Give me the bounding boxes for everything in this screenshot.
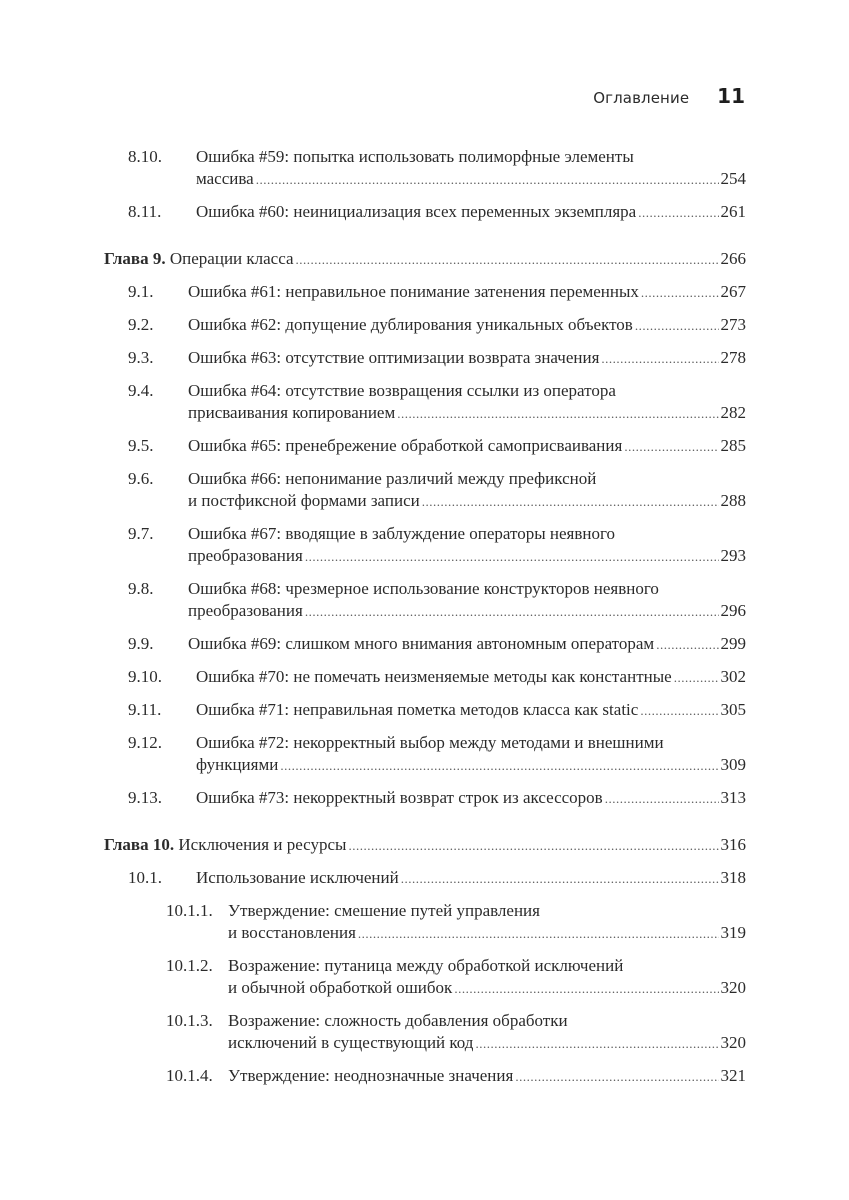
- entry-page: 285: [720, 436, 746, 455]
- dot-leader: [348, 835, 718, 857]
- dot-leader: [305, 546, 719, 568]
- entry-title-line: присваивания копированием: [188, 403, 396, 422]
- entry-number: 9.1.: [128, 282, 154, 301]
- page-number: 11: [717, 84, 745, 108]
- entry-number: 9.9.: [128, 634, 154, 653]
- entry-title-line: Ошибка #68: чрезмерное использование конструкторов неявного: [188, 579, 659, 598]
- entry-page: 282: [720, 403, 746, 422]
- entry-title-line: и обычной обработкой ошибок: [228, 978, 453, 997]
- toc-entry-9-6[interactable]: [104, 468, 746, 513]
- dot-leader: [401, 868, 719, 890]
- entry-number: 10.1.4.: [166, 1066, 213, 1085]
- entry-title-line: Ошибка #61: неправильное понимание затенения переменных: [188, 282, 639, 301]
- entry-page: 273: [720, 315, 746, 334]
- toc-entry-9-11[interactable]: [104, 699, 746, 722]
- entry-page: 305: [720, 700, 746, 719]
- chapter-title: Исключения и ресурсы: [178, 835, 347, 854]
- entry-title-line: Ошибка #73: некорректный возврат строк из аксессоров: [196, 788, 603, 807]
- chapter-label: Глава 9.: [104, 249, 166, 268]
- entry-number: 9.13.: [128, 788, 162, 807]
- entry-title-line: Ошибка #67: вводящие в заблуждение операторы неявного: [188, 524, 616, 543]
- entry-title-line: Ошибка #64: отсутствие возвращения ссылки из оператора: [188, 381, 616, 400]
- entry-title-line: Ошибка #59: попытка использовать полиморфные элементы: [196, 147, 634, 166]
- dot-leader: [641, 282, 719, 304]
- entry-number: 9.4.: [128, 381, 154, 400]
- toc-entry-10-1-4[interactable]: [104, 1065, 746, 1088]
- entry-title-line: Ошибка #63: отсутствие оптимизации возврата значения: [188, 348, 600, 367]
- dot-leader: [256, 169, 719, 191]
- dot-leader: [397, 403, 718, 425]
- toc-entry-10-1[interactable]: [104, 867, 746, 890]
- entry-number: 9.11.: [128, 700, 162, 719]
- entry-number: 10.1.3.: [166, 1011, 213, 1030]
- entry-title-line: исключений в существующий код: [228, 1033, 474, 1052]
- entry-number: 10.1.1.: [166, 901, 213, 920]
- entry-page: 320: [720, 978, 746, 997]
- toc-entry-10-1-3[interactable]: [104, 1010, 746, 1055]
- toc-entry-9-7[interactable]: [104, 523, 746, 568]
- entry-title-line: Ошибка #69: слишком много внимания автономным операторам: [188, 634, 655, 653]
- toc-entry-9-4[interactable]: [104, 380, 746, 425]
- entry-page: 296: [720, 601, 746, 620]
- toc-entry-9-10[interactable]: [104, 666, 746, 689]
- toc-chapter-10[interactable]: [104, 834, 746, 857]
- entry-number: 8.11.: [128, 202, 162, 221]
- dot-leader: [638, 202, 718, 224]
- entry-number: 10.1.2.: [166, 956, 213, 975]
- entry-title-line: Ошибка #71: неправильная пометка методов класса как static: [196, 700, 639, 719]
- entry-number: 9.6.: [128, 469, 154, 488]
- entry-page: 302: [720, 667, 746, 686]
- chapter-title: Операции класса: [169, 249, 294, 268]
- toc-entry-10-1-1[interactable]: [104, 900, 746, 945]
- toc-chapter-9[interactable]: [104, 248, 746, 271]
- entry-number: 9.2.: [128, 315, 154, 334]
- header-title: Оглавление: [593, 89, 690, 107]
- toc-entry-8-11[interactable]: [104, 201, 746, 224]
- toc-entry-9-5[interactable]: [104, 435, 746, 458]
- entry-page: 288: [720, 491, 746, 510]
- dot-leader: [454, 978, 718, 1000]
- entry-title-line: Ошибка #60: неинициализация всех переменных экземпляра: [196, 202, 637, 221]
- dot-leader: [515, 1066, 718, 1088]
- entry-page: 267: [720, 282, 746, 301]
- dot-leader: [358, 923, 719, 945]
- entry-page: 321: [720, 1066, 746, 1085]
- entry-title-line: преобразования: [188, 601, 303, 620]
- entry-page: 316: [720, 835, 746, 854]
- entry-number: 9.7.: [128, 524, 154, 543]
- entry-page: 299: [720, 634, 746, 653]
- dot-leader: [674, 667, 719, 689]
- entry-page: 313: [720, 788, 746, 807]
- entry-page: 309: [720, 755, 746, 774]
- dot-leader: [640, 700, 718, 722]
- entry-number: 9.8.: [128, 579, 154, 598]
- entry-page: 261: [720, 202, 746, 221]
- entry-title-line: Возражение: путаница между обработкой исключений: [228, 956, 624, 975]
- toc-entry-9-12[interactable]: [104, 732, 746, 777]
- chapter-label: Глава 10.: [104, 835, 175, 854]
- entry-page: 293: [720, 546, 746, 565]
- dot-leader: [624, 436, 718, 458]
- entry-page: 254: [720, 169, 746, 188]
- entry-number: 9.3.: [128, 348, 154, 367]
- entry-number: 8.10.: [128, 147, 162, 166]
- entry-page: 318: [720, 868, 746, 887]
- toc-entry-9-8[interactable]: [104, 578, 746, 623]
- toc-entry-10-1-2[interactable]: [104, 955, 746, 1000]
- dot-leader: [601, 348, 718, 370]
- table-of-contents: [104, 146, 746, 1088]
- dot-leader: [422, 491, 719, 513]
- toc-entry-9-1[interactable]: [104, 281, 746, 304]
- dot-leader: [296, 249, 719, 271]
- entry-title-line: массива: [196, 169, 254, 188]
- entry-number: 9.5.: [128, 436, 154, 455]
- entry-page: 278: [720, 348, 746, 367]
- toc-entry-9-3[interactable]: [104, 347, 746, 370]
- entry-title-line: функциями: [196, 755, 279, 774]
- dot-leader: [475, 1033, 718, 1055]
- entry-title-line: Ошибка #66: непонимание различий между префиксной: [188, 469, 597, 488]
- entry-title-line: Ошибка #65: пренебрежение обработкой самоприсваивания: [188, 436, 623, 455]
- entry-page: 320: [720, 1033, 746, 1052]
- entry-number: 9.10.: [128, 667, 162, 686]
- entry-number: 9.12.: [128, 733, 162, 752]
- entry-title-line: Использование исключений: [196, 868, 399, 887]
- entry-page: 319: [720, 923, 746, 942]
- entry-title-line: и постфиксной формами записи: [188, 491, 420, 510]
- entry-title-line: Утверждение: смешение путей управления: [228, 901, 540, 920]
- dot-leader: [635, 315, 719, 337]
- entry-title-line: Ошибка #70: не помечать неизменяемые методы как константные: [196, 667, 672, 686]
- entry-title-line: Ошибка #72: некорректный выбор между методами и внешними: [196, 733, 664, 752]
- entry-title-line: Ошибка #62: допущение дублирования уникальных объектов: [188, 315, 633, 334]
- entry-title-line: и восстановления: [228, 923, 356, 942]
- dot-leader: [280, 755, 718, 777]
- entry-title-line: Утверждение: неоднозначные значения: [228, 1066, 514, 1085]
- dot-leader: [656, 634, 718, 656]
- entry-page: 266: [720, 249, 746, 268]
- dot-leader: [305, 601, 719, 623]
- toc-entry-8-10[interactable]: [104, 146, 746, 191]
- toc-entry-9-13[interactable]: [104, 787, 746, 810]
- entry-number: 10.1.: [128, 868, 162, 887]
- toc-entry-9-9[interactable]: [104, 633, 746, 656]
- running-header: [593, 84, 745, 108]
- entry-title-line: преобразования: [188, 546, 303, 565]
- entry-title-line: Возражение: сложность добавления обработки: [228, 1011, 568, 1030]
- dot-leader: [605, 788, 719, 810]
- toc-entry-9-2[interactable]: [104, 314, 746, 337]
